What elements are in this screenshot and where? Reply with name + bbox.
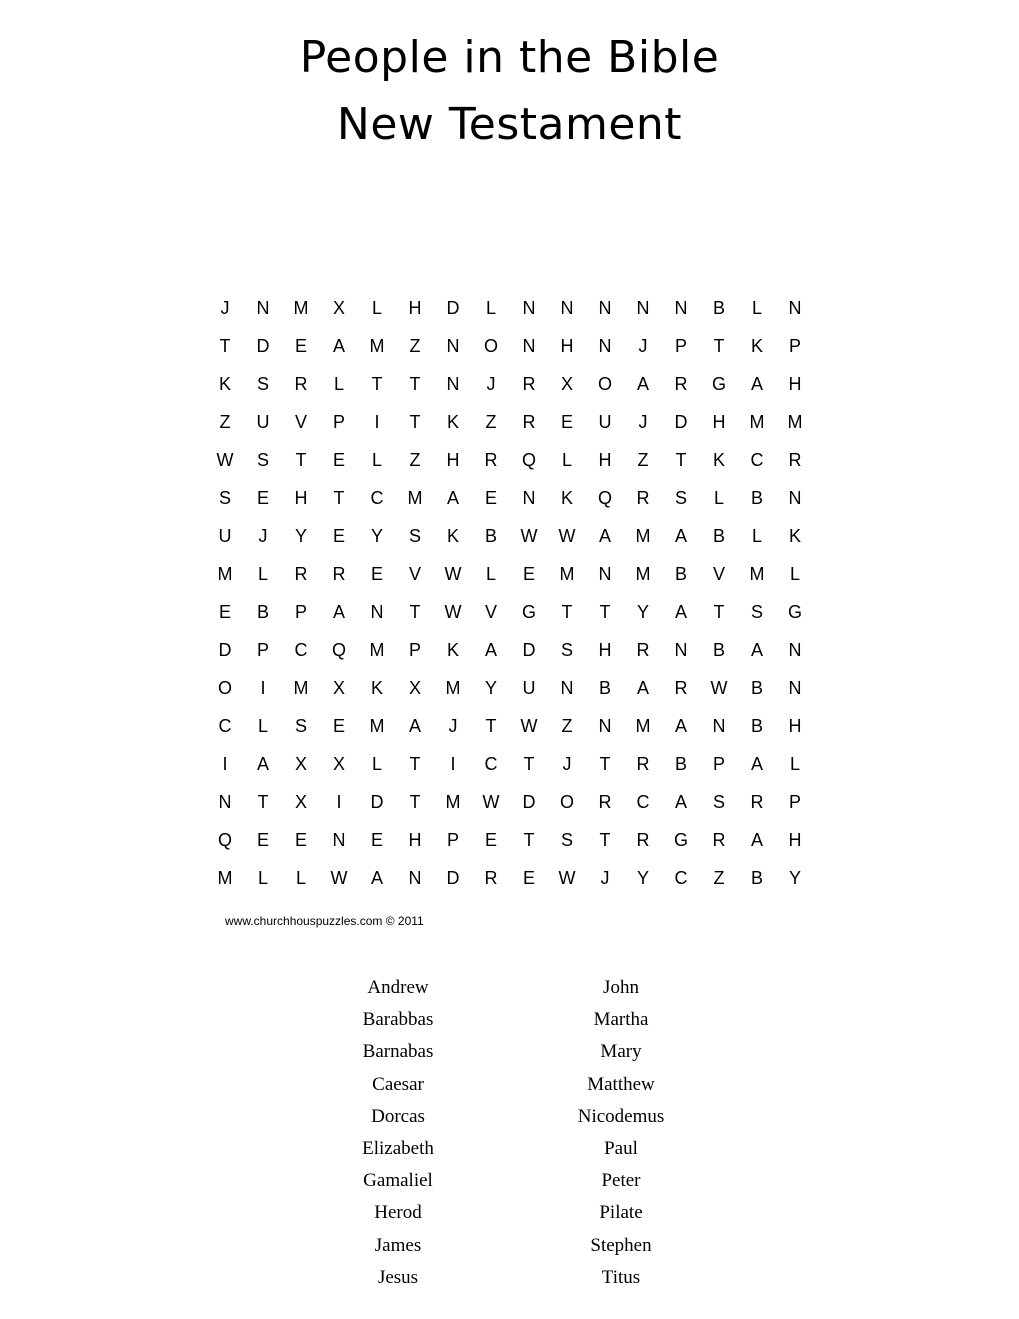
grid-letter: P	[408, 640, 421, 660]
word-list-column-2	[521, 976, 721, 1298]
grid-letter: B	[674, 564, 687, 584]
grid-letter: E	[332, 716, 345, 736]
grid-row	[206, 593, 814, 631]
grid-letter: D	[522, 792, 536, 812]
grid-letter: J	[448, 716, 458, 736]
grid-letter: N	[256, 298, 270, 318]
grid-letter: T	[409, 374, 421, 394]
grid-letter: B	[674, 754, 687, 774]
grid-letter: K	[788, 526, 801, 546]
grid-letter: Z	[409, 336, 421, 356]
word-list-item: Matthew	[587, 1073, 655, 1095]
grid-row	[206, 783, 814, 821]
grid-letter: A	[332, 602, 345, 622]
word-list-item: Elizabeth	[362, 1137, 434, 1159]
grid-letter: P	[788, 336, 801, 356]
grid-letter: Z	[713, 868, 725, 888]
grid-letter: T	[409, 412, 421, 432]
grid-letter: C	[484, 754, 498, 774]
grid-letter: I	[374, 412, 380, 432]
grid-letter: T	[257, 792, 269, 812]
grid-letter: R	[636, 754, 650, 774]
grid-letter: L	[257, 716, 268, 736]
grid-letter: K	[750, 336, 763, 356]
grid-letter: Z	[219, 412, 231, 432]
grid-letter: L	[561, 450, 572, 470]
grid-letter: G	[711, 374, 726, 394]
grid-letter: X	[294, 754, 307, 774]
grid-letter: E	[522, 868, 535, 888]
grid-letter: T	[409, 602, 421, 622]
grid-letter: P	[788, 792, 801, 812]
grid-letter: G	[673, 830, 688, 850]
grid-letter: E	[522, 564, 535, 584]
grid-letter: J	[486, 374, 496, 394]
grid-letter: Z	[485, 412, 497, 432]
grid-letter: R	[294, 374, 308, 394]
grid-letter: H	[560, 336, 574, 356]
grid-letter: A	[332, 336, 345, 356]
word-list-item: James	[374, 1234, 422, 1256]
grid-letter: Y	[370, 526, 383, 546]
grid-letter: U	[598, 412, 612, 432]
grid-letter: K	[560, 488, 573, 508]
grid-letter: L	[713, 488, 724, 508]
grid-letter: D	[218, 640, 232, 660]
word-list-item: Stephen	[590, 1234, 652, 1256]
grid-letter: N	[598, 298, 612, 318]
grid-letter: T	[219, 336, 231, 356]
grid-letter: B	[598, 678, 611, 698]
grid-letter: A	[408, 716, 421, 736]
grid-letter: M	[445, 792, 461, 812]
grid-letter: E	[332, 526, 345, 546]
grid-letter: A	[484, 640, 497, 660]
grid-letter: Z	[409, 450, 421, 470]
grid-row	[206, 555, 814, 593]
grid-letter: M	[445, 678, 461, 698]
grid-letter: P	[712, 754, 725, 774]
word-list-item: John	[603, 977, 639, 998]
grid-letter: N	[446, 374, 460, 394]
grid-letter: X	[294, 792, 307, 812]
grid-letter: R	[674, 678, 688, 698]
grid-letter: Q	[597, 488, 612, 508]
grid-letter: Z	[561, 716, 573, 736]
word-list-item: Martha	[593, 1009, 649, 1031]
grid-letter: T	[599, 602, 611, 622]
grid-letter: V	[484, 602, 497, 622]
grid-row	[206, 859, 814, 897]
grid-letter: B	[750, 716, 763, 736]
grid-letter: Z	[637, 450, 649, 470]
grid-letter: H	[598, 450, 612, 470]
grid-letter: A	[674, 602, 687, 622]
grid-letter: B	[256, 602, 269, 622]
grid-letter: X	[408, 678, 421, 698]
grid-letter: W	[482, 792, 500, 812]
grid-letter: D	[370, 792, 384, 812]
grid-letter: D	[446, 868, 460, 888]
grid-row	[206, 631, 814, 669]
grid-letter: J	[638, 412, 648, 432]
grid-letter: B	[712, 640, 725, 660]
grid-letter: E	[256, 830, 269, 850]
grid-letter: Y	[636, 602, 649, 622]
grid-letter: T	[409, 754, 421, 774]
grid-letter: O	[483, 336, 498, 356]
grid-letter: T	[599, 830, 611, 850]
grid-letter: L	[485, 564, 496, 584]
grid-letter: H	[408, 298, 422, 318]
grid-letter: P	[332, 412, 345, 432]
grid-letter: W	[330, 868, 348, 888]
grid-letter: S	[408, 526, 421, 546]
grid-letter: E	[370, 564, 383, 584]
grid-letter: N	[788, 488, 802, 508]
grid-letter: K	[446, 412, 459, 432]
grid-letter: N	[598, 336, 612, 356]
grid-letter: M	[559, 564, 575, 584]
word-list-item: Titus	[601, 1266, 641, 1288]
grid-letter: X	[332, 298, 345, 318]
grid-letter: A	[674, 792, 687, 812]
grid-letter: N	[598, 716, 612, 736]
grid-letter: A	[636, 374, 649, 394]
grid-letter: N	[522, 488, 536, 508]
word-list-item: Pilate	[599, 1202, 643, 1224]
grid-letter: S	[294, 716, 307, 736]
grid-letter: A	[598, 526, 611, 546]
grid-letter: T	[485, 716, 497, 736]
grid-letter: J	[562, 754, 572, 774]
grid-letter: H	[788, 374, 802, 394]
grid-letter: W	[558, 868, 576, 888]
grid-letter: E	[218, 602, 231, 622]
grid-letter: R	[636, 488, 650, 508]
grid-letter: M	[749, 564, 765, 584]
grid-letter: E	[332, 450, 345, 470]
grid-letter: Y	[636, 868, 649, 888]
grid-letter: E	[370, 830, 383, 850]
grid-letter: C	[218, 716, 232, 736]
grid-letter: R	[484, 450, 498, 470]
grid-letter: B	[750, 488, 763, 508]
grid-letter: A	[636, 678, 649, 698]
grid-letter: A	[674, 526, 687, 546]
grid-letter: M	[635, 526, 651, 546]
grid-letter: L	[371, 754, 382, 774]
grid-letter: N	[218, 792, 232, 812]
grid-letter: R	[332, 564, 346, 584]
grid-letter: L	[789, 564, 800, 584]
grid-letter: H	[408, 830, 422, 850]
grid-letter: M	[407, 488, 423, 508]
grid-letter: X	[332, 678, 345, 698]
grid-letter: R	[484, 868, 498, 888]
word-list-item: Herod	[374, 1202, 422, 1224]
grid-letter: R	[636, 640, 650, 660]
grid-letter: A	[750, 830, 763, 850]
grid-letter: N	[370, 602, 384, 622]
grid-letter: R	[712, 830, 726, 850]
grid-row	[206, 365, 814, 403]
grid-letter: W	[444, 602, 462, 622]
grid-letter: R	[294, 564, 308, 584]
grid-letter: K	[446, 640, 459, 660]
grid-letter: P	[256, 640, 269, 660]
grid-letter: H	[294, 488, 308, 508]
grid-letter: K	[218, 374, 231, 394]
copyright-credit: www.churchhouspuzzles.com © 2011	[225, 914, 424, 928]
grid-letter: H	[712, 412, 726, 432]
grid-row	[206, 821, 814, 859]
grid-letter: L	[257, 868, 268, 888]
grid-letter: X	[332, 754, 345, 774]
grid-letter: T	[409, 792, 421, 812]
grid-letter: E	[294, 336, 307, 356]
grid-letter: Y	[484, 678, 497, 698]
grid-row	[206, 479, 814, 517]
word-list-item: Paul	[604, 1137, 638, 1159]
grid-letter: M	[217, 564, 233, 584]
grid-letter: I	[336, 792, 342, 812]
grid-letter: V	[712, 564, 725, 584]
grid-letter: A	[750, 374, 763, 394]
grid-letter: N	[446, 336, 460, 356]
grid-letter: T	[371, 374, 383, 394]
grid-letter: Q	[521, 450, 536, 470]
grid-letter: S	[674, 488, 687, 508]
grid-letter: C	[636, 792, 650, 812]
word-list-item: Mary	[600, 1041, 642, 1063]
grid-letter: D	[446, 298, 460, 318]
grid-letter: N	[408, 868, 422, 888]
grid-letter: H	[598, 640, 612, 660]
grid-letter: K	[712, 450, 725, 470]
grid-letter: T	[295, 450, 307, 470]
grid-letter: S	[750, 602, 763, 622]
grid-letter: A	[750, 754, 763, 774]
grid-letter: V	[408, 564, 421, 584]
word-list-item: Dorcas	[371, 1105, 425, 1127]
grid-letter: U	[218, 526, 232, 546]
word-list-item: Barnabas	[362, 1041, 434, 1063]
grid-letter: Y	[788, 868, 801, 888]
grid-letter: N	[522, 298, 536, 318]
grid-letter: K	[370, 678, 383, 698]
grid-letter: S	[560, 830, 573, 850]
grid-letter: E	[560, 412, 573, 432]
grid-letter: H	[446, 450, 460, 470]
grid-letter: P	[674, 336, 687, 356]
grid-letter: M	[369, 716, 385, 736]
grid-letter: P	[294, 602, 307, 622]
grid-letter: N	[598, 564, 612, 584]
word-list-item: Andrew	[367, 977, 429, 998]
word-list-item: Caesar	[372, 1073, 424, 1095]
grid-letter: L	[371, 450, 382, 470]
grid-letter: L	[751, 298, 762, 318]
grid-letter: W	[710, 678, 728, 698]
grid-letter: U	[256, 412, 270, 432]
grid-letter: W	[520, 526, 538, 546]
grid-letter: T	[599, 754, 611, 774]
grid-letter: N	[788, 678, 802, 698]
grid-letter: L	[295, 868, 306, 888]
grid-letter: L	[333, 374, 344, 394]
grid-letter: P	[446, 830, 459, 850]
word-list-item: Barabbas	[362, 1009, 434, 1031]
word-list-item: Gamaliel	[363, 1170, 433, 1192]
grid-letter: W	[216, 450, 234, 470]
grid-letter: B	[712, 526, 725, 546]
grid-letter: R	[598, 792, 612, 812]
grid-letter: H	[788, 830, 802, 850]
grid-letter: N	[674, 298, 688, 318]
grid-letter: K	[446, 526, 459, 546]
word-search-grid	[206, 289, 814, 897]
grid-letter: A	[750, 640, 763, 660]
grid-letter: A	[370, 868, 383, 888]
grid-letter: O	[597, 374, 612, 394]
grid-row	[206, 327, 814, 365]
grid-letter: R	[636, 830, 650, 850]
grid-letter: J	[258, 526, 268, 546]
grid-letter: U	[522, 678, 536, 698]
grid-letter: T	[713, 336, 725, 356]
grid-letter: I	[222, 754, 228, 774]
grid-letter: E	[256, 488, 269, 508]
grid-letter: S	[256, 450, 269, 470]
grid-letter: S	[560, 640, 573, 660]
grid-letter: D	[674, 412, 688, 432]
grid-letter: W	[558, 526, 576, 546]
grid-letter: N	[560, 678, 574, 698]
grid-letter: R	[522, 374, 536, 394]
grid-letter: M	[369, 640, 385, 660]
grid-row	[206, 441, 814, 479]
grid-letter: T	[333, 488, 345, 508]
grid-letter: C	[294, 640, 308, 660]
grid-letter: I	[450, 754, 456, 774]
grid-letter: S	[218, 488, 231, 508]
grid-row	[206, 669, 814, 707]
grid-row	[206, 403, 814, 441]
grid-letter: W	[444, 564, 462, 584]
grid-letter: D	[522, 640, 536, 660]
grid-letter: Y	[294, 526, 307, 546]
word-list-item: Peter	[601, 1170, 641, 1192]
grid-letter: V	[294, 412, 307, 432]
page-title-line1: People in the Bible	[299, 32, 720, 83]
grid-letter: C	[750, 450, 764, 470]
grid-letter: Q	[217, 830, 232, 850]
grid-letter: T	[675, 450, 687, 470]
grid-letter: M	[749, 412, 765, 432]
grid-letter: R	[788, 450, 802, 470]
word-list-item: Jesus	[377, 1266, 419, 1288]
grid-letter: L	[789, 754, 800, 774]
grid-row	[206, 517, 814, 555]
grid-letter: L	[257, 564, 268, 584]
grid-letter: J	[600, 868, 610, 888]
grid-letter: T	[713, 602, 725, 622]
grid-letter: O	[217, 678, 232, 698]
grid-letter: Q	[331, 640, 346, 660]
grid-letter: E	[294, 830, 307, 850]
grid-letter: N	[522, 336, 536, 356]
grid-letter: W	[520, 716, 538, 736]
grid-letter: M	[635, 564, 651, 584]
grid-letter: M	[369, 336, 385, 356]
grid-letter: N	[636, 298, 650, 318]
grid-letter: J	[220, 298, 230, 318]
grid-letter: N	[788, 298, 802, 318]
grid-letter: J	[638, 336, 648, 356]
grid-row	[206, 745, 814, 783]
grid-letter: N	[332, 830, 346, 850]
grid-letter: E	[484, 830, 497, 850]
grid-letter: T	[523, 830, 535, 850]
grid-row	[206, 289, 814, 327]
grid-letter: N	[674, 640, 688, 660]
grid-letter: X	[560, 374, 573, 394]
grid-letter: B	[712, 298, 725, 318]
grid-letter: H	[788, 716, 802, 736]
grid-letter: G	[521, 602, 536, 622]
grid-letter: M	[787, 412, 803, 432]
grid-letter: B	[484, 526, 497, 546]
grid-letter: E	[484, 488, 497, 508]
word-list-column-1	[298, 976, 498, 1298]
grid-letter: R	[674, 374, 688, 394]
grid-letter: L	[371, 298, 382, 318]
grid-letter: S	[256, 374, 269, 394]
grid-letter: I	[260, 678, 266, 698]
grid-letter: C	[370, 488, 384, 508]
grid-letter: A	[256, 754, 269, 774]
grid-letter: M	[217, 868, 233, 888]
word-list-item: Nicodemus	[577, 1105, 665, 1127]
grid-letter: L	[485, 298, 496, 318]
grid-letter: O	[559, 792, 574, 812]
grid-letter: M	[293, 298, 309, 318]
grid-letter: R	[522, 412, 536, 432]
grid-letter: D	[256, 336, 270, 356]
grid-letter: S	[712, 792, 725, 812]
grid-letter: N	[712, 716, 726, 736]
grid-letter: T	[561, 602, 573, 622]
grid-letter: C	[674, 868, 688, 888]
grid-letter: B	[750, 678, 763, 698]
grid-letter: M	[293, 678, 309, 698]
grid-letter: G	[787, 602, 802, 622]
grid-letter: N	[560, 298, 574, 318]
grid-letter: B	[750, 868, 763, 888]
grid-letter: N	[788, 640, 802, 660]
grid-letter: R	[750, 792, 764, 812]
grid-letter: A	[446, 488, 459, 508]
grid-row	[206, 707, 814, 745]
grid-letter: A	[674, 716, 687, 736]
page-title-line2: New Testament	[336, 99, 683, 150]
grid-letter: M	[635, 716, 651, 736]
grid-letter: L	[751, 526, 762, 546]
grid-letter: T	[523, 754, 535, 774]
